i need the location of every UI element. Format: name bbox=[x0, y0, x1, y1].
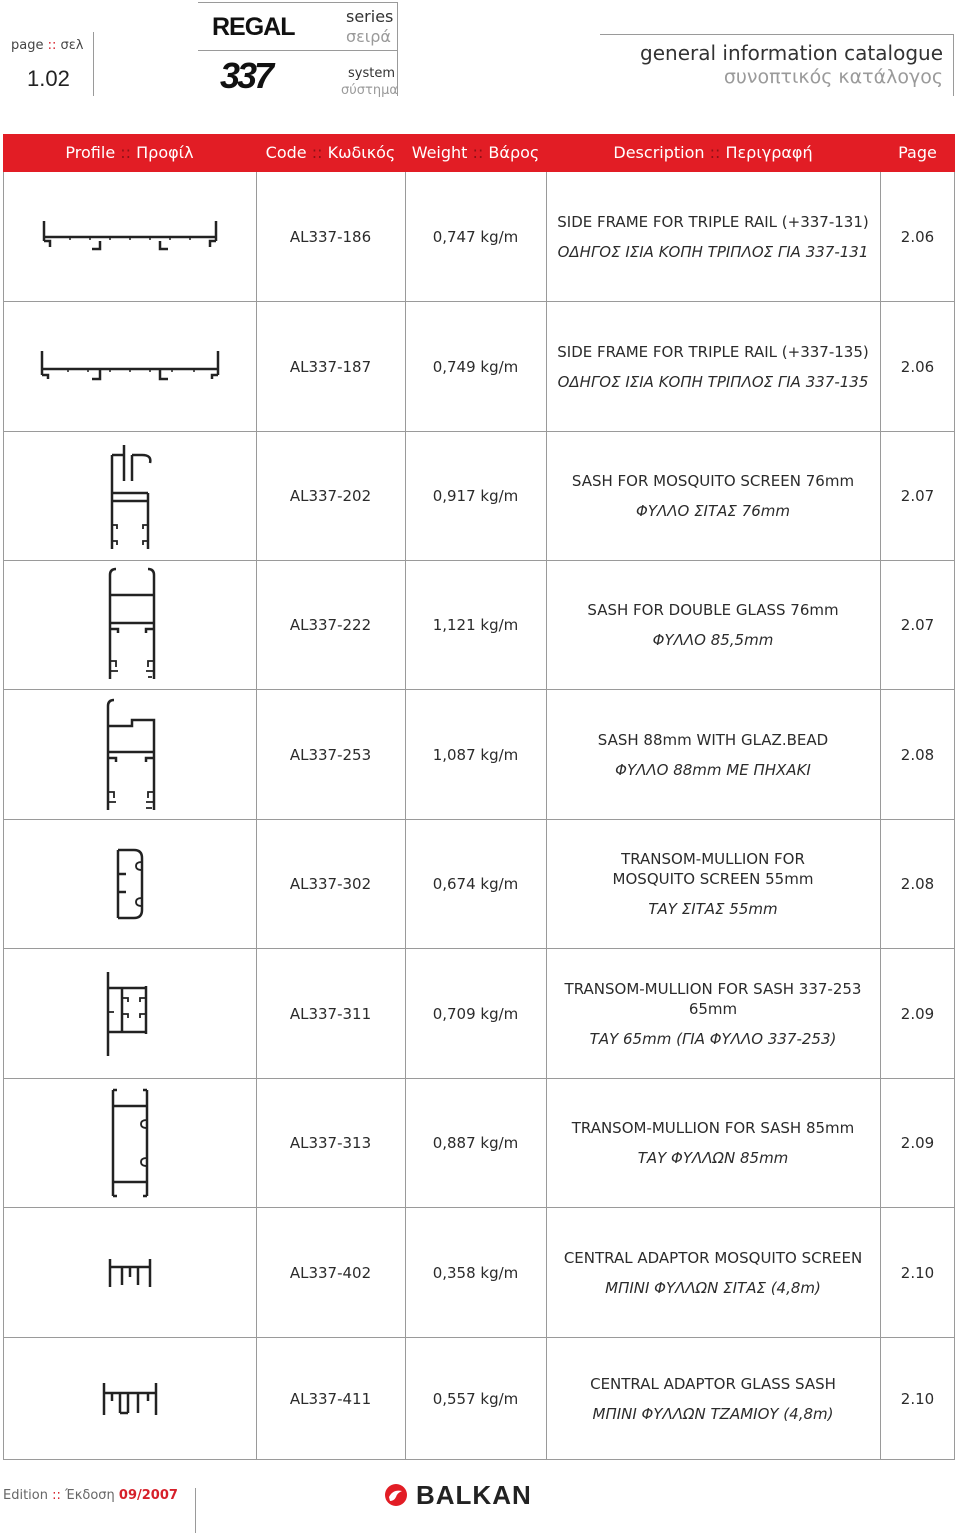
description-en: CENTRAL ADAPTOR GLASS SASH bbox=[590, 1375, 836, 1393]
table-header bbox=[3, 134, 955, 172]
profile-drawing-al337-187 bbox=[3, 302, 256, 431]
description-gr: ΜΠΙΝΙ ΦΥΛΛΩΝ ΤΖΑΜΙΟΥ (4,8m) bbox=[592, 1405, 834, 1423]
weight-cell: 0,747 kg/m bbox=[432, 227, 519, 246]
code-cell: AL337-202 bbox=[289, 487, 372, 505]
weight-cell: 0,887 kg/m bbox=[432, 1134, 519, 1152]
description-en: SASH 88mm WITH GLAZ.BEAD bbox=[597, 730, 829, 749]
description-en: SASH FOR MOSQUITO SCREEN 76mm bbox=[571, 472, 855, 490]
description-gr: ΜΠΙΝΙ ΦΥΛΛΩΝ ΣΙΤΑΣ (4,8m) bbox=[605, 1278, 821, 1297]
column-header-profile: Profile :: Προφίλ bbox=[65, 143, 194, 162]
profile-drawing-al337-402 bbox=[3, 1208, 256, 1337]
profile-drawing-al337-202 bbox=[3, 432, 256, 560]
page-ref-cell: 2.08 bbox=[900, 875, 935, 893]
catalogue-title-box bbox=[600, 34, 954, 96]
description-cell bbox=[546, 1208, 880, 1337]
description-en: TRANSOM-MULLION FOR MOSQUITO SCREEN 55mm bbox=[612, 850, 814, 888]
column-header-code: Code :: Κωδικός bbox=[265, 143, 396, 162]
description-en: SIDE FRAME FOR TRIPLE RAIL (+337-135) bbox=[557, 342, 869, 361]
weight-cell: 0,749 kg/m bbox=[432, 357, 519, 376]
description-en: CENTRAL ADAPTOR MOSQUITO SCREEN bbox=[563, 1248, 863, 1267]
description-gr: ΦΥΛΛΟ ΣΙΤΑΣ 76mm bbox=[636, 502, 790, 520]
weight-cell: 0,709 kg/m bbox=[432, 1004, 519, 1023]
footer-divider bbox=[195, 1488, 196, 1533]
balkan-wordmark: BALKAN bbox=[416, 1479, 532, 1510]
page-ref-cell: 2.07 bbox=[900, 487, 935, 505]
weight-cell: 0,557 kg/m bbox=[432, 1390, 519, 1408]
page-ref-cell: 2.06 bbox=[900, 357, 935, 376]
description-gr: ΤΑΥ ΣΙΤΑΣ 55mm bbox=[648, 900, 778, 918]
description-cell bbox=[546, 820, 880, 948]
description-cell bbox=[546, 302, 880, 431]
series-brand-box bbox=[198, 2, 398, 96]
system-label-greek: σύστημα bbox=[341, 83, 398, 98]
weight-cell: 1,087 kg/m bbox=[432, 745, 519, 764]
code-cell: AL337-313 bbox=[289, 1134, 372, 1152]
page-ref-cell: 2.08 bbox=[900, 745, 935, 764]
description-gr: ΟΔΗΓΟΣ ΙΣΙΑ ΚΟΠΗ ΤΡΙΠΛΟΣ ΓΙΑ 337-131 bbox=[557, 242, 869, 261]
table-row bbox=[3, 1208, 955, 1338]
table-row bbox=[3, 690, 955, 820]
balkan-logo bbox=[384, 1480, 532, 1510]
profile-drawing-al337-411 bbox=[3, 1338, 256, 1460]
page-ref-cell: 2.06 bbox=[900, 227, 935, 246]
description-cell bbox=[546, 432, 880, 560]
page-ref-cell: 2.09 bbox=[900, 1134, 935, 1152]
description-gr: ΟΔΗΓΟΣ ΙΣΙΑ ΚΟΠΗ ΤΡΙΠΛΟΣ ΓΙΑ 337-135 bbox=[557, 372, 869, 391]
description-gr: ΦΥΛΛΟ 85,5mm bbox=[652, 631, 774, 649]
profile-drawing-al337-302 bbox=[3, 820, 256, 948]
table-row bbox=[3, 1079, 955, 1208]
description-gr: ΤΑΥ 65mm (ΓΙΑ ΦΥΛΛΟ 337-253) bbox=[589, 1029, 837, 1048]
catalogue-title-greek: συνοπτικός κατάλογος bbox=[723, 66, 943, 88]
code-cell: AL337-402 bbox=[289, 1263, 372, 1282]
weight-cell: 0,674 kg/m bbox=[432, 875, 519, 893]
column-header-description: Description :: Περιγραφή bbox=[613, 143, 813, 162]
description-en: SIDE FRAME FOR TRIPLE RAIL (+337-131) bbox=[557, 212, 869, 231]
table-row bbox=[3, 949, 955, 1079]
page-ref-cell: 2.09 bbox=[900, 1004, 935, 1023]
weight-cell: 0,358 kg/m bbox=[432, 1263, 519, 1282]
page-number: 1.02 bbox=[27, 66, 70, 91]
column-header-weight: Weight :: Βάρος bbox=[411, 143, 540, 162]
page-ref-cell: 2.10 bbox=[900, 1390, 935, 1408]
description-cell bbox=[546, 561, 880, 689]
edition-info: Edition :: Έκδοση 09/2007 bbox=[3, 1488, 178, 1503]
series-label-greek: σειρά bbox=[346, 27, 391, 46]
brand-divider bbox=[198, 50, 398, 51]
description-cell bbox=[546, 1079, 880, 1207]
profile-drawing-al337-253 bbox=[3, 690, 256, 819]
description-cell bbox=[546, 1338, 880, 1460]
page-ref-cell: 2.10 bbox=[900, 1263, 935, 1282]
code-cell: AL337-302 bbox=[289, 875, 372, 893]
profile-drawing-al337-186 bbox=[3, 172, 256, 301]
table-row bbox=[3, 302, 955, 432]
description-en: TRANSOM-MULLION FOR SASH 337-253 65mm bbox=[564, 979, 862, 1018]
description-en: SASH FOR DOUBLE GLASS 76mm bbox=[587, 601, 839, 619]
table-row bbox=[3, 432, 955, 561]
page-number-box bbox=[3, 32, 94, 96]
series-number-logo: 337 bbox=[220, 55, 272, 96]
profile-drawing-al337-313 bbox=[3, 1079, 256, 1207]
system-label: system bbox=[348, 66, 395, 81]
page-ref-cell: 2.07 bbox=[900, 616, 935, 634]
weight-cell: 1,121 kg/m bbox=[432, 616, 519, 634]
description-cell bbox=[546, 172, 880, 301]
description-gr: ΤΑΥ ΦΥΛΛΩΝ 85mm bbox=[637, 1149, 789, 1167]
code-cell: AL337-411 bbox=[289, 1390, 372, 1408]
description-cell bbox=[546, 949, 880, 1078]
profile-drawing-al337-311 bbox=[3, 949, 256, 1078]
description-cell bbox=[546, 690, 880, 819]
description-gr: ΦΥΛΛΟ 88mm ΜΕ ΠΗΧΑΚΙ bbox=[615, 760, 811, 779]
edition-date: 09/2007 bbox=[118, 1488, 178, 1503]
table-row bbox=[3, 172, 955, 302]
series-label: series bbox=[346, 7, 394, 26]
code-cell: AL337-186 bbox=[289, 227, 372, 246]
regal-logo: REGAL bbox=[212, 13, 295, 41]
catalogue-title: general information catalogue bbox=[640, 41, 943, 65]
code-cell: AL337-187 bbox=[289, 357, 372, 376]
code-cell: AL337-311 bbox=[289, 1004, 372, 1023]
weight-cell: 0,917 kg/m bbox=[432, 487, 519, 505]
profile-drawing-al337-222 bbox=[3, 561, 256, 689]
code-cell: AL337-253 bbox=[289, 745, 372, 764]
description-en: TRANSOM-MULLION FOR SASH 85mm bbox=[571, 1119, 855, 1137]
page-label: page :: σελ bbox=[11, 38, 84, 53]
table-row bbox=[3, 561, 955, 690]
table-row bbox=[3, 1338, 955, 1460]
column-header-page: Page bbox=[898, 143, 937, 162]
code-cell: AL337-222 bbox=[289, 616, 372, 634]
balkan-emblem-icon bbox=[384, 1483, 408, 1507]
table-row bbox=[3, 820, 955, 949]
